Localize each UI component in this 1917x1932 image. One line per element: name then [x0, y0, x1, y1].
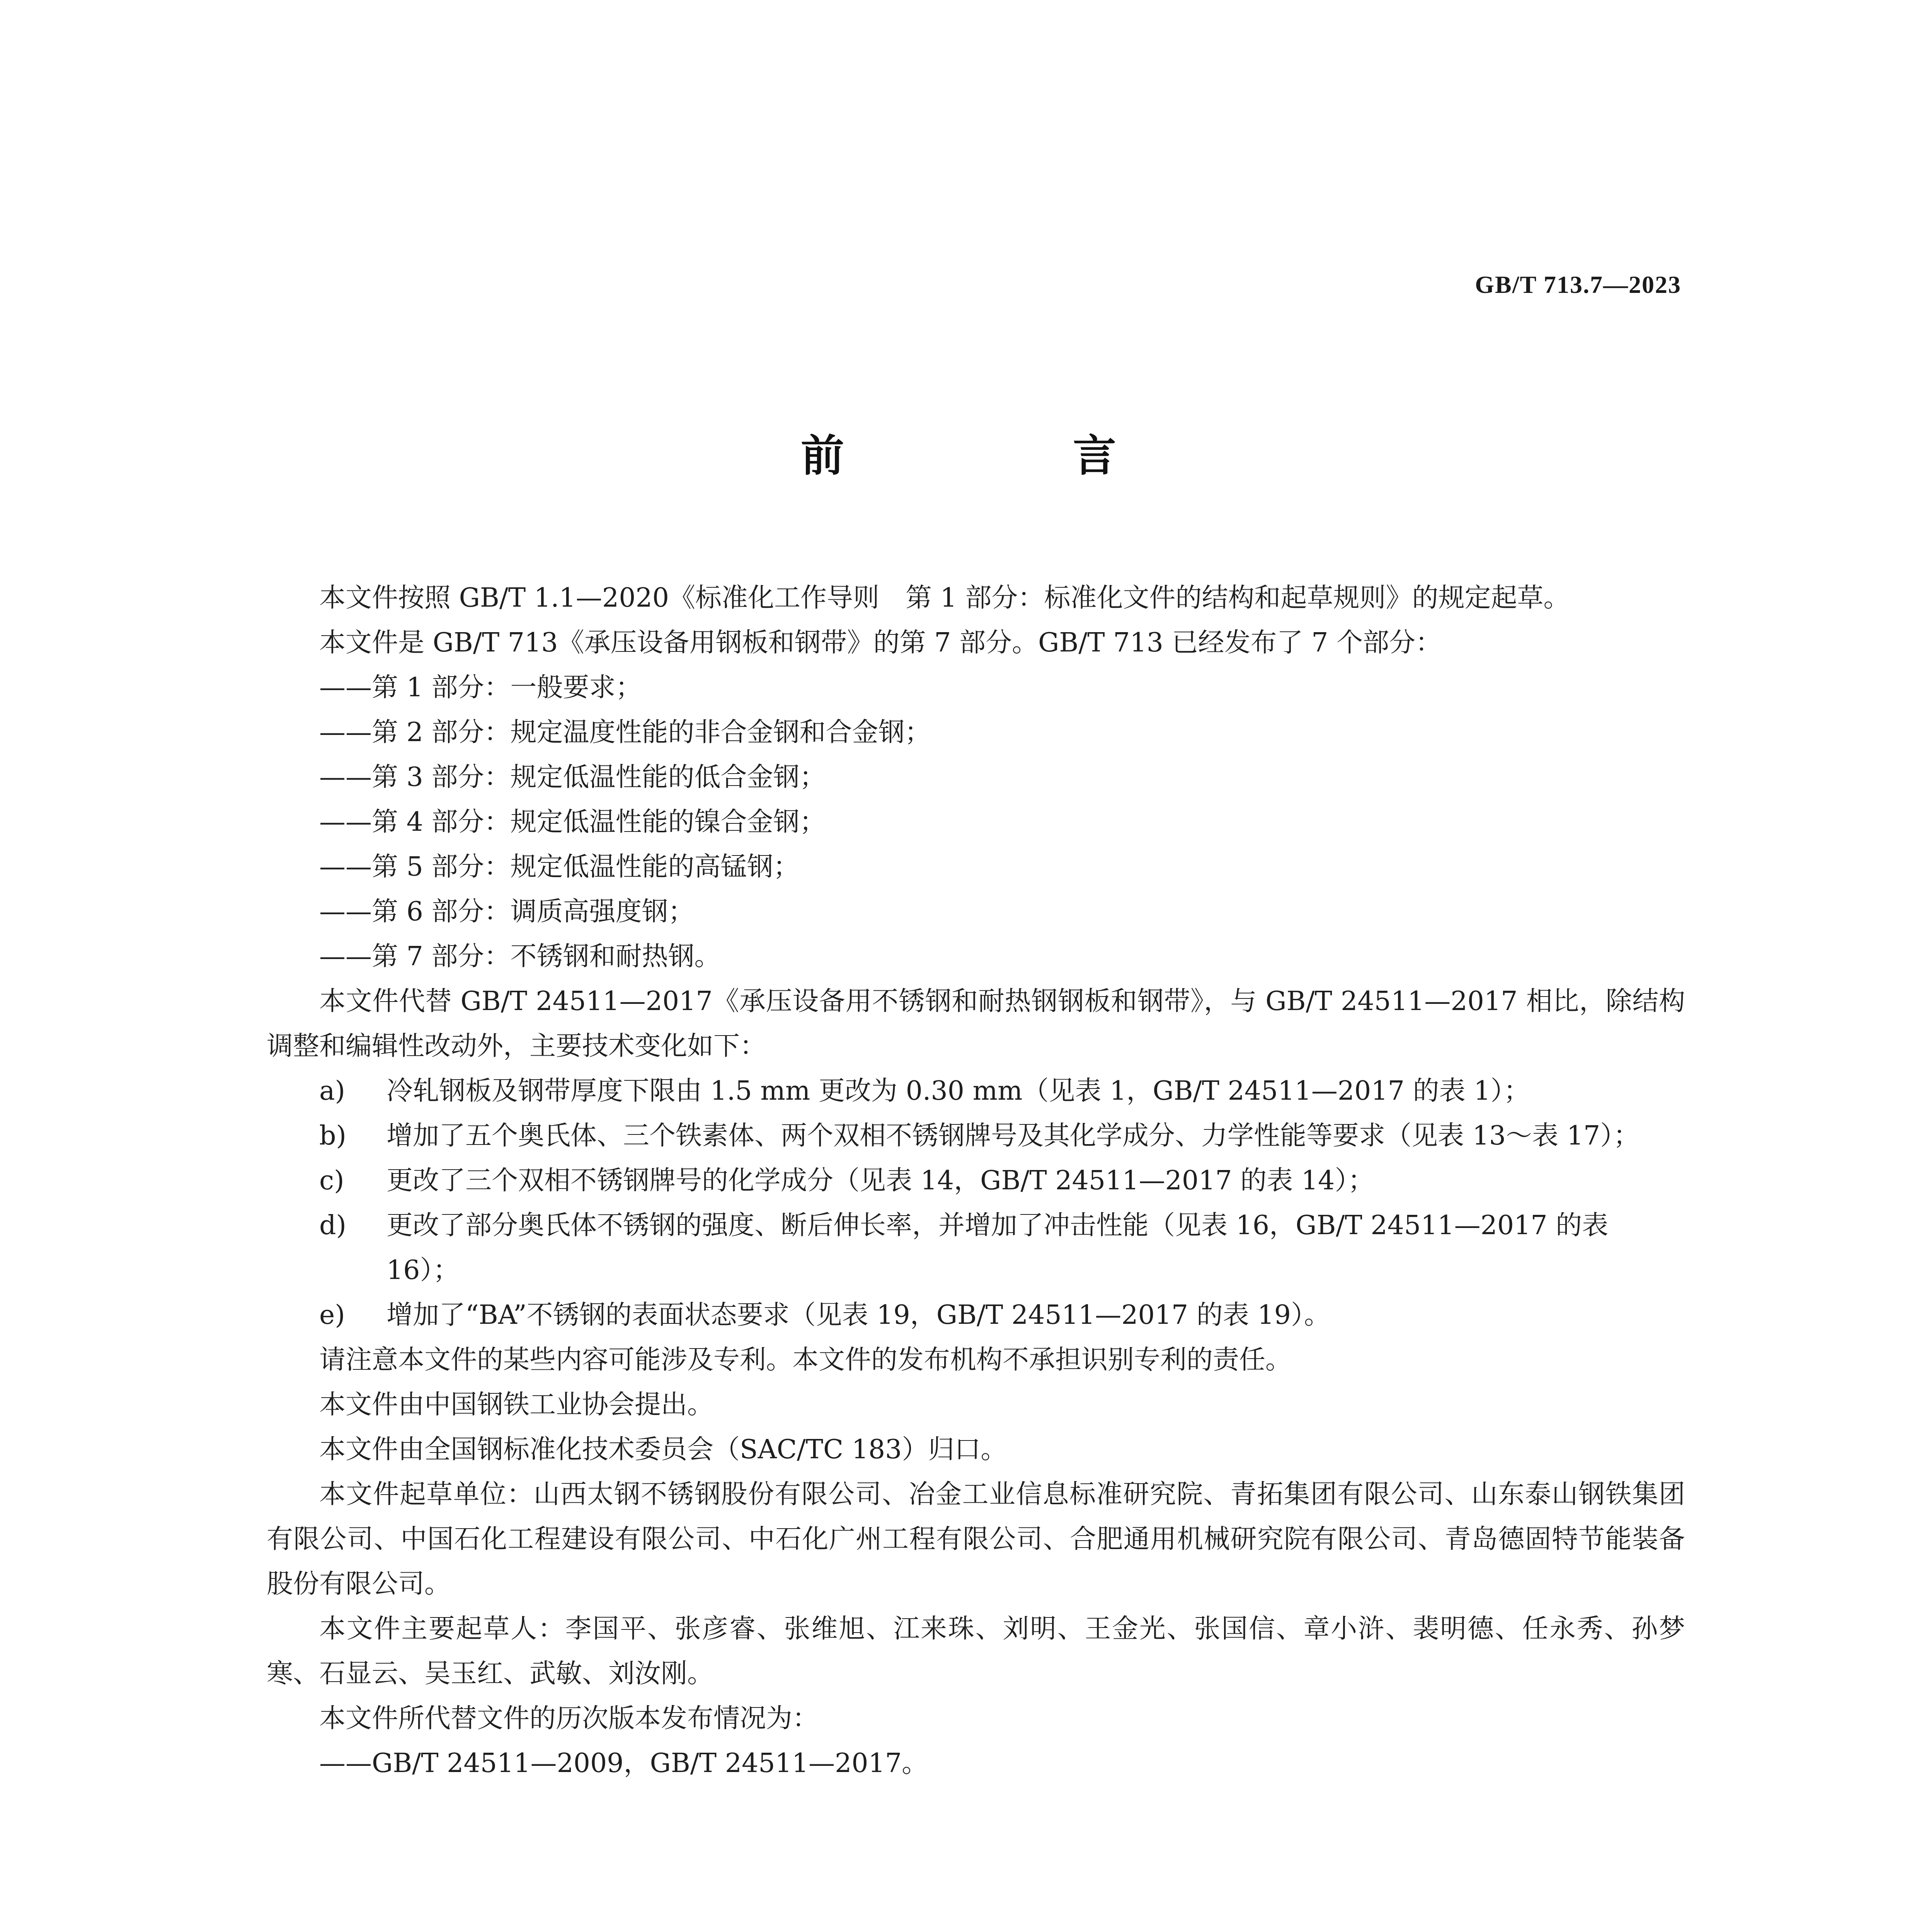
paragraph-drafters: 本文件主要起草人：李国平、张彦睿、张维旭、江来珠、刘明、王金光、张国信、章小浒、裴明德、任永秀、孙梦寒、石显云、吴玉红、武敏、刘汝刚。 — [267, 1614, 1685, 1689]
part-list-item: ——第 5 部分：规定低温性能的高锰钢； — [319, 852, 800, 882]
change-item-label: d) — [319, 1210, 347, 1241]
standard-code: GB/T 713.7—2023 — [1475, 271, 1681, 298]
foreword-body — [267, 576, 1685, 1786]
change-item — [267, 1203, 1685, 1293]
paragraph-committee: 本文件由全国钢标准化技术委员会（SAC/TC 183）归口。 — [319, 1434, 1007, 1465]
paragraph-history-intro: 本文件所代替文件的历次版本发布情况为： — [319, 1703, 819, 1734]
paragraph-patent-notice: 请注意本文件的某些内容可能涉及专利。本文件的发布机构不承担识别专利的责任。 — [319, 1345, 1292, 1375]
part-list-item: ——第 4 部分：规定低温性能的镍合金钢； — [319, 807, 826, 837]
part-list-item: ——第 1 部分：一般要求； — [319, 672, 642, 703]
part-list-item: ——第 2 部分：规定温度性能的非合金钢和合金钢； — [319, 717, 931, 748]
part-list-item: ——第 3 部分：规定低温性能的低合金钢； — [319, 762, 826, 793]
paragraph-drafting-units: 本文件起草单位：山西太钢不锈钢股份有限公司、冶金工业信息标准研究院、青拓集团有限公司、山东泰山钢铁集团有限公司、中国石化工程建设有限公司、中石化广州工程有限公司、合肥通用机械研究院有限公司、青岛德固特节能装备股份有限公司。 — [267, 1479, 1685, 1599]
change-item-label: b) — [319, 1121, 347, 1151]
paragraph-proposer: 本文件由中国钢铁工业协会提出。 — [319, 1389, 714, 1420]
change-item-label: a) — [319, 1076, 346, 1106]
paragraph-series-intro: 本文件是 GB/T 713《承压设备用钢板和钢带》的第 7 部分。GB/T 713 已经发布了 7 个部分： — [319, 628, 1442, 658]
change-item — [267, 1158, 1685, 1203]
part-list-item: ——第 6 部分：调质高强度钢； — [319, 896, 695, 927]
change-item-label: e) — [319, 1300, 345, 1330]
paragraph-drafting-rule: 本文件按照 GB/T 1.1—2020《标准化工作导则 第 1 部分：标准化文件的结构和起草规则》的规定起草。 — [319, 583, 1570, 613]
paragraph-replacement: 本文件代替 GB/T 24511—2017《承压设备用不锈钢和耐热钢钢板和钢带》，与 GB/T 24511—2017 相比，除结构调整和编辑性改动外，主要技术变化如下： — [267, 986, 1685, 1061]
change-item-text: 更改了部分奥氏体不锈钢的强度、断后伸长率，并增加了冲击性能（见表 16，GB/T 24511—2017 的表 16）； — [386, 1210, 1609, 1286]
change-item-label: c) — [319, 1165, 344, 1196]
history-list-item: ——GB/T 24511—2009，GB/T 24511—2017。 — [319, 1748, 928, 1779]
part-list-item: ——第 7 部分：不锈钢和耐热钢。 — [319, 941, 721, 972]
change-item-text: 冷轧钢板及钢带厚度下限由 1.5 mm 更改为 0.30 mm（见表 1，GB/T 24511—2017 的表 1）； — [386, 1076, 1530, 1106]
page-title: 前 言 — [801, 431, 1209, 481]
change-item — [267, 1293, 1685, 1338]
change-item-text: 增加了“BA”不锈钢的表面状态要求（见表 19，GB/T 24511—2017 的表 19）。 — [386, 1300, 1331, 1330]
change-item-text: 增加了五个奥氏体、三个铁素体、两个双相不锈钢牌号及其化学成分、力学性能等要求（见表 13～表 17）； — [386, 1121, 1640, 1151]
change-item — [267, 1069, 1685, 1114]
change-item-text: 更改了三个双相不锈钢牌号的化学成分（见表 14，GB/T 24511—2017 的表 14）； — [386, 1165, 1374, 1196]
change-item — [267, 1114, 1685, 1158]
